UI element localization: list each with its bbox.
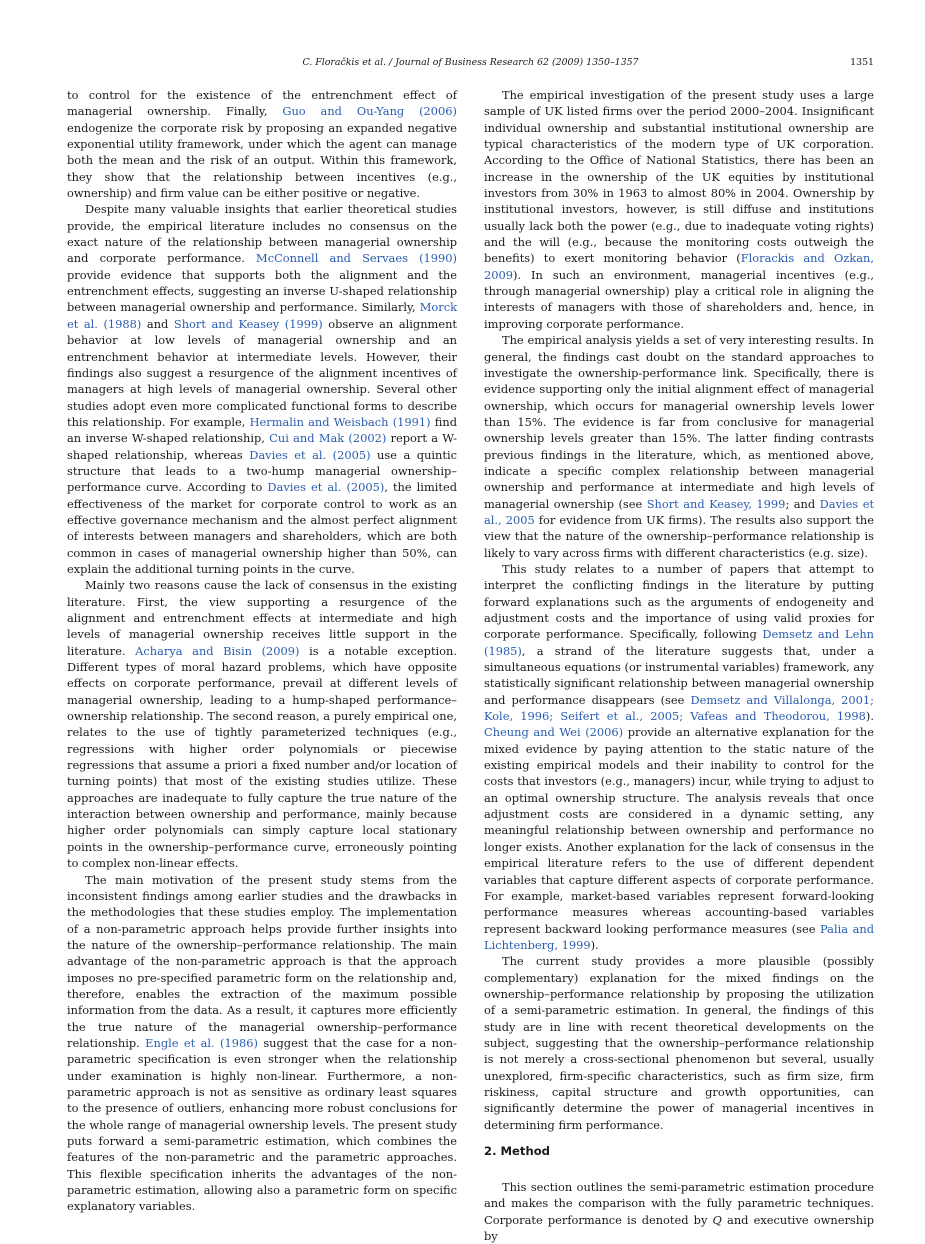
paragraph: The empirical analysis yields a set of very interesting results. In general, the findings cast doubt on the standard approaches to investigate the ownership-performance link. Specifically, there is evidence supporting only the initial alignment effect of managerial ownership, which occurs for managerial ownership levels lower than 15%. The evidence is far from conclusive for managerial ownership levels greater than 15%. The latter finding contrasts previous findings in the literature, which, as mentioned above, indicate a specific complex relationship between managerial ownership and performance at intermediate and high levels of managerial ownership (see Short and Keasey, 1999; and Davies et al., 2005 for evidence from UK firms). The results also support the view that the nature of the ownership–performance relationship is likely to vary across firms with different characteristics (e.g. size). [484, 333, 875, 560]
citation-link[interactable]: Davies et al. (2005) [267, 480, 385, 495]
left-column [67, 87, 457, 1215]
citation-link[interactable]: Palia and Lichtenberg, 1999 [484, 921, 874, 952]
citation-link[interactable]: Guo and Ou-Yang (2006) [282, 104, 457, 119]
citation-link[interactable]: Engle et al. (1986) [145, 1035, 258, 1050]
paragraph: to control for the existence of the entrenchment effect of managerial ownership. Finally, Guo and Ou-Yang (2006) endogenize the corporate risk by proposing an expanded negative exponential utility framework, under which the agent can manage both the mean and the risk of an output. Within this framework, they show that the relationship between incentives (e.g., ownership) and firm value can be either positive or negative. [67, 88, 457, 201]
citation-link[interactable]: Cui and Mak (2002) [269, 431, 387, 446]
section-heading: 2. Method [484, 1144, 550, 1158]
citation-link[interactable]: Demsetz and Villalonga, 2001; Kole, 1996; Seifert et al., 2005; Vafeas and Theodorou, 1998 [484, 692, 874, 724]
citation-link[interactable]: Short and Keasey (1999) [173, 316, 323, 331]
citation-link[interactable]: Acharya and Bisin (2009) [135, 643, 300, 658]
page-number: 1351 [850, 57, 874, 68]
citation-link[interactable]: Cheung and Wei (2006) [484, 725, 624, 740]
running-head: C. Floračkis et al. / Journal of Business Research 62 (2009) 1350–1357 [302, 57, 639, 68]
paragraph: Despite many valuable insights that earlier theoretical studies provide, the empirical literature includes no consensus on the exact nature of the relationship between managerial ownership and corporate performance. McConnell and Servaes (1990) provide evidence that supports both the alignment and the entrenchment effects, suggesting an inverse U-shaped relationship between managerial ownership and performance. Similarly, Morck et al. (1988) and Short and Keasey (1999) observe an alignment behavior at low levels of managerial ownership and an entrenchment behavior at intermediate levels. However, their findings also suggest a resurgence of the alignment incentives of managers at high levels of managerial ownership. Several other studies adopt even more complicated functional forms to describe this relationship. For example, Hermalin and Weisbach (1991) find an inverse W-shaped relationship, Cui and Mak (2002) report a W-shaped relationship, whereas Davies et al. (2005) use a quintic structure that leads to a two-hump managerial ownership–performance curve. According to Davies et al. (2005), the limited effectiveness of the market for corporate control to work as an effective governance mechanism and the almost perfect alignment of interests between managers and shareholders, which are both common in cases of managerial ownership higher than 50%, can explain the additional turning points in the curve. [67, 202, 458, 576]
citation-link[interactable]: Demsetz and Lehn (1985) [484, 627, 874, 658]
citation-link[interactable]: Florackis and Ozkan, 2009 [484, 251, 874, 282]
right-column [484, 87, 874, 1244]
citation-link[interactable]: Davies et al. (2005) [249, 447, 371, 462]
math-variable: Q [712, 1212, 722, 1227]
paragraph: This study relates to a number of papers that attempt to interpret the conflicting findings in the literature by putting forward explanations such as the arguments of endogeneity and adjustment costs and the importance of using valid proxies for corporate performance. Specifically, following Demsetz and Lehn (1985), a strand of the literature suggests that, under a simultaneous equations (or instrumental variables) framework, any statistically significant relationship between managerial ownership and performance disappears (see Demsetz and Villalonga, 2001; Kole, 1996; Seifert et al., 2005; Vafeas and Theodorou, 1998). Cheung and Wei (2006) provide an alternative explanation for the mixed evidence by paying attention to the static nature of the existing empirical models and their inability to control for the costs that investors (e.g., managers) incur, while trying to adjust to an optimal ownership structure. The analysis reveals that once adjustment costs are considered in a dynamic setting, any meaningful relationship between ownership and performance no longer exists. Another explanation for the lack of consensus in the empirical literature refers to the use of different dependent variables that capture different aspects of corporate performance. For example, market-based variables represent forward-looking performance measures whereas accounting-based variables represent backward looking performance measures (see Palia and Lichtenberg, 1999). [484, 561, 874, 952]
citation-link[interactable]: Hermalin and Weisbach (1991) [249, 414, 431, 429]
paragraph: The empirical investigation of the present study uses a large sample of UK listed firms over the period 2000–2004. Insignificant individual ownership and substantial institutional ownership are typical characteristics of the modern type of UK corporation. According to the Office of National Statistics, there has been an increase in the ownership of the UK equities by institutional investors from 30% in 1963 to almost 80% in 2004. Ownership by institutional investors, however, is still diffuse and institutions usually lack both the power (e.g., due to inadequate voting rights) and the will (e.g., because the monitoring costs outweigh the benefits) to exert monitoring behavior (Florackis and Ozkan, 2009). In such an environment, managerial incentives (e.g., through managerial ownership) play a critical role in aligning the interests of managers with those of shareholders and, hence, in improving corporate performance. [484, 88, 874, 331]
citation-link[interactable]: Morck et al. (1988) [67, 300, 457, 331]
citation-link[interactable]: McConnell and Servaes (1990) [256, 251, 457, 266]
running-header [67, 57, 874, 71]
paragraph: The current study provides a more plausible (possibly complementary) explanation for the mixed findings on the ownership–performance relationship by proposing the utilization of a semi-parametric estimation. In general, the findings of this study are in line with recent theoretical developments on the subject, suggesting that the ownership–performance relationship is not merely a cross-sectional phenomenon but several, usually unexplored, firm-specific characteristics, such as firm size, firm riskiness, capital structure and growth opportunities, can significantly determine the power of managerial incentives in determining firm performance. [484, 954, 874, 1132]
paragraph: Mainly two reasons cause the lack of consensus in the existing literature. First, the view supporting a resurgence of the alignment and entrenchment effects at intermediate and high levels of managerial ownership receives little support in the literature. Acharya and Bisin (2009) is a notable exception. Different types of moral hazard problems, which have opposite effects on corporate performance, prevail at different levels of managerial ownership, leading to a hump-shaped performance–ownership relationship. The second reason, a purely empirical one, relates to the use of tightly parameterized techniques (e.g., regressions with higher order polynomials or piecewise regressions that assume a priori a fixed number and/or location of turning points) that most of the existing studies utilize. These approaches are inadequate to fully capture the true nature of the interaction between ownership and performance, mainly because higher order polynomials can simply capture local stationary points in the ownership–performance curve, erroneously pointing to complex non-linear effects. [67, 578, 457, 871]
citation-link[interactable]: Short and Keasey, 1999 [646, 496, 786, 511]
paragraph: The main motivation of the present study stems from the inconsistent findings among earlier studies and the drawbacks in the methodologies that these studies employ. The implementation of a non-parametric approach helps provide further insights into the nature of the ownership–performance relationship. The main advantage of the non-parametric approach is that the approach imposes no pre-specified parametric form on the relationship and, therefore, enables the extraction of the maximum possible information from the data. As a result, it captures more efficiently the true nature of the managerial ownership–performance relationship. Engle et al. (1986) suggest that the case for a non-parametric specification is even stronger when the relationship under examination is highly non-linear. Furthermore, a non-parametric approach is not as sensitive as ordinary least squares to the presence of outliers, enhancing more robust conclusions for the whole range of managerial ownership levels. The present study puts forward a semi-parametric estimation, which combines the features of the non-parametric and the parametric approaches. This flexible specification inherits the advantages of the non-parametric estimation, allowing also a parametric form on specific explanatory variables. [67, 872, 457, 1214]
citation-link[interactable]: Davies et al., 2005 [484, 496, 875, 527]
paragraph: This section outlines the semi-parametric estimation procedure and makes the comparison with the fully parametric techniques. Corporate performance is denoted by Q and executive ownership by [484, 1180, 875, 1244]
